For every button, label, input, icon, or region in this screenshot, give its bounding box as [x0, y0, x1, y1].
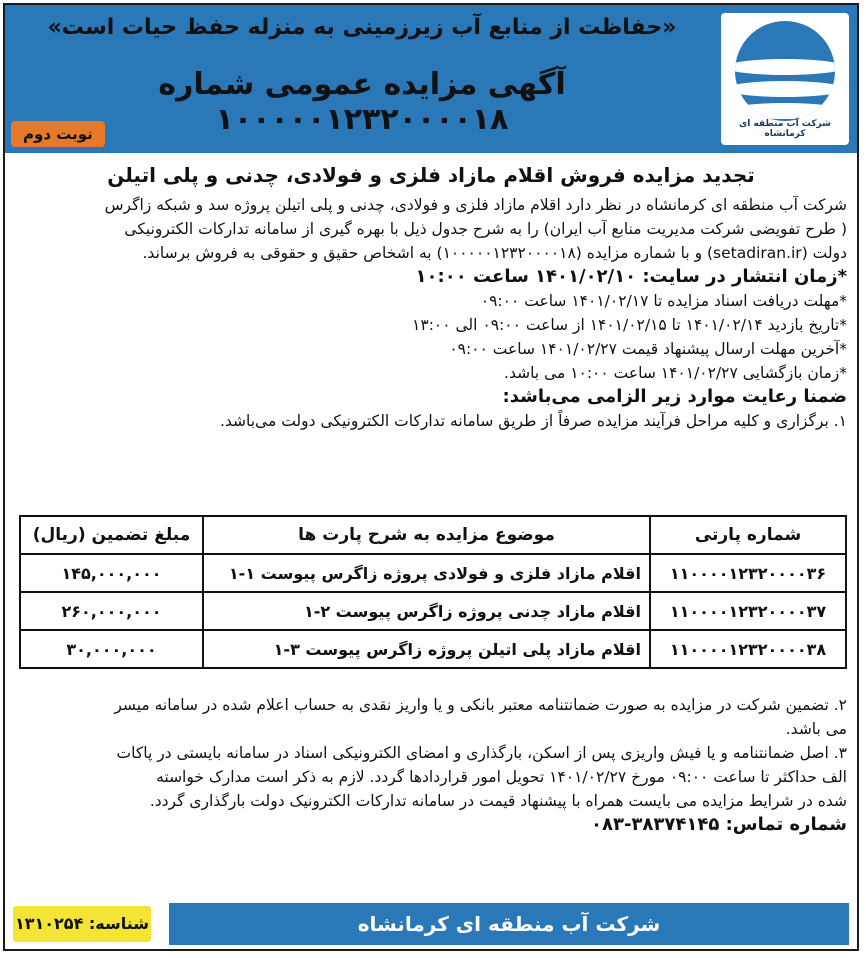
- water-wave-icon: [735, 21, 835, 121]
- opening-time: *زمان بازگشایی ۱۴۰۱/۰۲/۲۷ ساعت ۱۰:۰۰ می باشد.: [504, 364, 847, 382]
- notice-sheet: [3, 3, 859, 951]
- table-row: [20, 630, 846, 668]
- guarantee-amount: ۱۴۵,۰۰۰,۰۰۰: [20, 554, 203, 592]
- header-banner: [5, 5, 857, 153]
- visit-date: *تاریخ بازدید ۱۴۰۱/۰۲/۱۴ تا ۱۴۰۱/۰۲/۱۵ از ساعت ۰۹:۰۰ الی ۱۳:۰۰: [412, 316, 847, 334]
- logo-caption: شرکت آب منطقه ای کرمانشاه: [738, 119, 832, 139]
- tender-title: تجدید مزایده فروش اقلام مازاد فلزی و فولادی، چدنی و پلی اتیلن: [107, 163, 755, 187]
- ad-title: آگهی مزایده عمومی شماره ۱۰۰۰۰۰۱۲۳۲۰۰۰۰۱۸: [158, 67, 566, 137]
- company-logo: [721, 13, 849, 145]
- header-guarantee-amount: مبلغ تضمین (ریال): [20, 516, 203, 554]
- note-3-line-2: الف حداکثر تا ساعت ۰۹:۰۰ مورخ ۱۴۰۱/۰۲/۲۷ تحویل امور قراردادها گردد. لازم به ذکر است مدارک خواسته: [156, 768, 847, 786]
- table-row: [20, 554, 846, 592]
- guarantee-amount: ۳۰,۰۰۰,۰۰۰: [20, 630, 203, 668]
- footer: [13, 903, 849, 945]
- intro-line-2: ( طرح تفویضی شرکت مدیریت منابع آب ایران) را به شرح جدول ذیل با بهره گیری از سامانه تدارکات الکترونیکی: [124, 220, 847, 238]
- note-3-line-3: شده در شرایط مزایده می بایست همراه با پیشنهاد قیمت در سامانه تدارکات الکترونیک دولت بارگذاری گردد.: [149, 792, 847, 810]
- lot-subject: اقلام مازاد پلی اتیلن پروژه زاگرس پیوست ۳-۱: [203, 630, 650, 668]
- lot-number: ۱۱۰۰۰۰۱۲۳۲۰۰۰۰۳۷: [650, 592, 846, 630]
- lot-number: ۱۱۰۰۰۰۱۲۳۲۰۰۰۰۳۶: [650, 554, 846, 592]
- header-lot-number: شماره پارتی: [650, 516, 846, 554]
- round-badge: نوبت دوم: [11, 121, 105, 147]
- contact-phone: شماره تماس: ۳۸۳۷۴۱۴۵-۰۸۳: [590, 814, 847, 835]
- lot-number: ۱۱۰۰۰۰۱۲۳۲۰۰۰۰۳۸: [650, 630, 846, 668]
- intro-line-1: شرکت آب منطقه ای کرمانشاه در نظر دارد اقلام مازاد فلزی و فولادی، چدنی و پلی اتیلن پروژه سد و شبکه زاگرس: [104, 196, 847, 214]
- notice-body: [15, 163, 847, 433]
- requirement-1: ۱. برگزاری و کلیه مراحل فرآیند مزایده صرفاً از طریق سامانه تدارکات الکترونیکی دولت می‌باشد.: [219, 412, 847, 430]
- lot-subject: اقلام مازاد فلزی و فولادی پروژه زاگرس پیوست ۱-۱: [203, 554, 650, 592]
- notes-section: [15, 693, 847, 837]
- slogan: «حفاظت از منابع آب زیرزمینی به منزله حفظ حیات است»: [47, 15, 677, 40]
- table-header-row: [20, 516, 846, 554]
- intro-line-3: دولت (setadiran.ir) و با شماره مزایده (۱۰۰۰۰۰۱۲۳۲۰۰۰۰۱۸) به اشخاص حقیق و حقوقی به فروش برساند.: [142, 244, 847, 262]
- table-row: [20, 592, 846, 630]
- guarantee-amount: ۲۶۰,۰۰۰,۰۰۰: [20, 592, 203, 630]
- footer-company-name: شرکت آب منطقه ای کرمانشاه: [169, 903, 849, 945]
- lots-table: [19, 515, 847, 669]
- requirements-title: ضمنا رعایت موارد زیر الزامی می‌باشد:: [502, 386, 847, 407]
- header-lot-subject: موضوع مزایده به شرح پارت ها: [203, 516, 650, 554]
- publish-time: *زمان انتشار در سایت: ۱۴۰۱/۰۲/۱۰ ساعت ۱۰:۰۰: [415, 266, 847, 287]
- note-3-line-1: ۳. اصل ضمانتنامه و یا فیش واریزی پس از اسکن، بارگذاری و امضای الکترونیکی اسناد در سامانه بایستی در پاکات: [116, 744, 847, 762]
- notice-id-badge: شناسه: ۱۳۱۰۲۵۴: [13, 906, 151, 942]
- note-2-line-1: ۲. تضمین شرکت در مزایده به صورت ضمانتنامه معتبر بانکی و یا واریز نقدی به حساب اعلام شده در سامانه میسر: [114, 696, 847, 714]
- document-deadline: *مهلت دریافت اسناد مزایده تا ۱۴۰۱/۰۲/۱۷ ساعت ۰۹:۰۰: [480, 292, 847, 310]
- offer-deadline: *آخرین مهلت ارسال پیشنهاد قیمت ۱۴۰۱/۰۲/۲۷ ساعت ۰۹:۰۰: [449, 340, 847, 358]
- lot-subject: اقلام مازاد چدنی پروژه زاگرس پیوست ۲-۱: [203, 592, 650, 630]
- note-2-line-2: می باشد.: [785, 720, 847, 738]
